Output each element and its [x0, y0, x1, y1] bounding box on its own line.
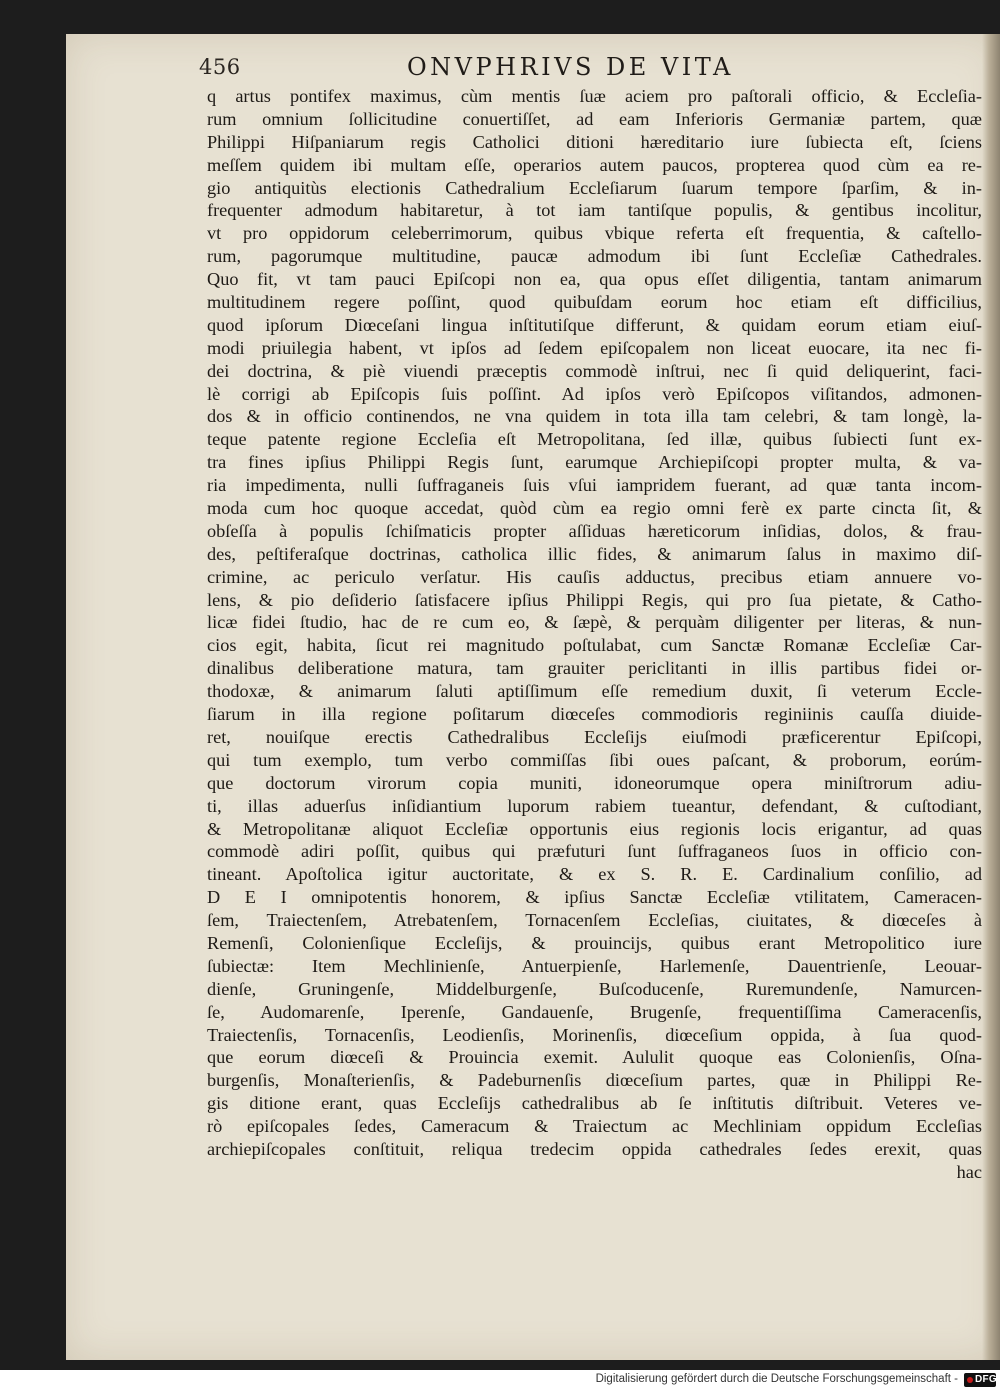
text-line: lens, & pio deſiderio ſatisfacere ipſius Philippi Regis, qui pro ſua pietate, & Catho- — [207, 589, 982, 610]
text-line: commodè adiri poſſit, quibus qui præfuturi ſunt ſuffraganeos ſuos in officio con- — [207, 841, 982, 862]
text-line: quod ipſorum Diœceſani lingua inſtitutiſque differunt, & quidam eorum etiam eiuſ- — [207, 314, 982, 335]
text-line: tra fines ipſius Philippi Regis ſunt, earumque Archiepiſcopi propter multa, & va- — [207, 452, 982, 473]
dfg-logo-text: DFG — [975, 1374, 998, 1385]
text-line: dos & in officio continendos, ne vna quidem in tota illa tam celebri, & tam longè, la- — [207, 406, 982, 427]
text-line: des, peſtiferaſque doctrinas, catholica illic fides, & animarum ſalus in maximo diſ- — [207, 543, 982, 564]
text-line: frequenter admodum habitaretur, à tot iam tantiſque populis, & gentibus incolitur, — [207, 200, 982, 221]
text-line: archiepiſcopales conſtituit, reliqua tredecim oppida cathedrales ſedes erexit, quas — [207, 1138, 982, 1159]
text-line: & Metropolitanæ aliquot Eccleſiæ opportunis eius regionis locis erigantur, ad quas — [207, 818, 982, 839]
text-line: gis ditione erant, quas Eccleſijs cathedralibus ab ſe inſtitutis diſtribuit. Veteres ve- — [207, 1093, 982, 1114]
text-line: tineant. Apoſtolica igitur auctoritate, & ex S. R. E. Cardinalium conſilio, ad — [207, 864, 982, 885]
text-line: dinalibus deliberatione matura, tam grauiter periclitanti in illis partibus fidei or- — [207, 658, 982, 679]
page-edge-shadow — [982, 34, 1000, 1360]
text-line: meſſem quidem ibi multam eſſe, operarios autem paucos, propterea quod cùm ea re- — [207, 154, 982, 175]
digitization-footer — [0, 1370, 1000, 1391]
dfg-logo-dot — [967, 1377, 973, 1383]
text-line: ſem, Traiectenſem, Atrebatenſem, Tornacenſem Eccleſias, ciuitates, & diœceſes à — [207, 910, 982, 931]
text-line: dienſe, Gruningenſe, Middelburgenſe, Buſcoducenſe, Ruremundenſe, Namurcen- — [207, 978, 982, 999]
text-line: rum omnium ſollicitudine conuertiſſet, ad eam Inferioris Germaniæ partem, quæ — [207, 108, 982, 129]
text-line: ria impedimenta, nulli ſuffraganeis ſuis vſui iampridem fuerant, ad quæ tanta incom- — [207, 475, 982, 496]
page-number: 456 — [199, 55, 241, 79]
text-line: gio antiquitùs electionis Cathedralium Eccleſiarum ſuarum tempore ſparſim, & in- — [207, 177, 982, 198]
body-text — [207, 85, 982, 1184]
text-line: cios egit, habita, ſicut rei magnitudo poſtulabat, cum Sanctæ Romanæ Eccleſiæ Car- — [207, 635, 982, 656]
text-line: Remenſi, Colonienſique Eccleſijs, & prouincijs, quibus erant Metropolitico iure — [207, 932, 982, 953]
running-title: ONVPHRIVS DE VITA — [407, 53, 734, 81]
running-head — [199, 55, 899, 85]
text-line: Philippi Hiſpaniarum regis Catholici ditioni hæreditario iure ſubiecta eſt, ſciens — [207, 131, 982, 152]
text-line: rum, pagorumque multitudine, paucæ admodum ibi ſunt Eccleſiæ Cathedrales. — [207, 246, 982, 267]
text-line: qui tum exemplo, tum verbo commiſſas ſibi oues paſcant, & proborum, eorúm- — [207, 749, 982, 770]
funding-notice: Digitalisierung gefördert durch die Deutsche Forschungsgemeinschaft - — [595, 1373, 958, 1385]
text-line: ſe, Audomarenſe, Iperenſe, Gandauenſe, Brugenſe, frequentiſſima Cameracenſis, — [207, 1001, 982, 1022]
text-line: modi priuilegia habent, vt ipſos ad ſedem epiſcopalem non liceat euocare, ita nec fi- — [207, 337, 982, 358]
text-line: rò epiſcopales ſedes, Cameracum & Traiectum ac Mechliniam oppidum Eccleſias — [207, 1116, 982, 1137]
text-line: teque patente regione Eccleſia eſt Metropolitana, ſed illæ, quibus ſubiecti ſunt ex- — [207, 429, 982, 450]
text-line: ret, nouiſque erectis Cathedralibus Eccleſijs eiuſmodi præficerentur Epiſcopi, — [207, 726, 982, 747]
text-line: D E I omnipotentis honorem, & ipſius Sanctæ Eccleſiæ vtilitatem, Cameracen- — [207, 887, 982, 908]
dfg-logo-icon — [964, 1373, 996, 1387]
text-line: que doctorum virorum copia muniti, idoneorumque opera miniſtrorum adiu- — [207, 772, 982, 793]
text-line: vt pro oppidorum celeberrimorum, quibus vbique referta eſt frequentia, & caſtello- — [207, 223, 982, 244]
text-line: Quo fit, vt tam pauci Epiſcopi non ea, qua opus eſſet diligentia, tantam animarum — [207, 269, 982, 290]
text-line: thodoxæ, & animarum ſaluti aptiſſimum eſſe remedium duxit, ſi veterum Eccle- — [207, 681, 982, 702]
text-line: obſeſſa à populis ſchiſmaticis propter aſſiduas hæreticorum inſidias, dolos, & frau- — [207, 520, 982, 541]
text-line: Traiectenſis, Tornacenſis, Leodienſis, Morinenſis, diœceſium oppida, à ſua quod- — [207, 1024, 982, 1045]
text-line: que eorum diœceſi & Prouincia exemit. Aululit quoque eas Colonienſis, Oſna- — [207, 1047, 982, 1068]
text-line: q artus pontifex maximus, cùm mentis ſuæ aciem pro paſtorali officio, & Eccleſia- — [207, 86, 982, 106]
text-line: dei doctrina, & piè viuendi præceptis commodè inſtrui, nec ſi quid deliquerint, faci- — [207, 360, 982, 381]
catchword: hac — [956, 1161, 982, 1182]
text-line: multitudinem regere poſſint, quod quibuſdam eorum hoc etiam eſt difficilius, — [207, 292, 982, 313]
text-line: licæ fidei ſtudio, hac de re cum eo, & ſæpè, & perquàm diligenter per literas, & nun- — [207, 612, 982, 633]
text-line: ti, illas aduerſus inſidiantium luporum rabiem tueantur, defendant, & cuſtodiant, — [207, 795, 982, 816]
text-line: lè corrigi ab Epiſcopis ſuis poſſint. Ad ipſos verò Epiſcopos viſitandos, admonen- — [207, 383, 982, 404]
text-line: moda cum hoc quoque accedat, quòd cùm ea regio omni ferè ex parte cincta ſit, & — [207, 498, 982, 519]
text-line: burgenſis, Monaſterienſis, & Padeburnenſis diœceſium partes, quæ in Philippi Re- — [207, 1070, 982, 1091]
text-line: ſubiectæ: Item Mechlinienſe, Antuerpienſe, Harlemenſe, Dauentrienſe, Leouar- — [207, 955, 982, 976]
text-line: ſiarum in illa regione poſitarum diœceſes commodioris reginiinis cauſſa diuide- — [207, 704, 982, 725]
text-line: crimine, ac periculo verſatur. His cauſis adductus, precibus etiam annuere vo- — [207, 566, 982, 587]
